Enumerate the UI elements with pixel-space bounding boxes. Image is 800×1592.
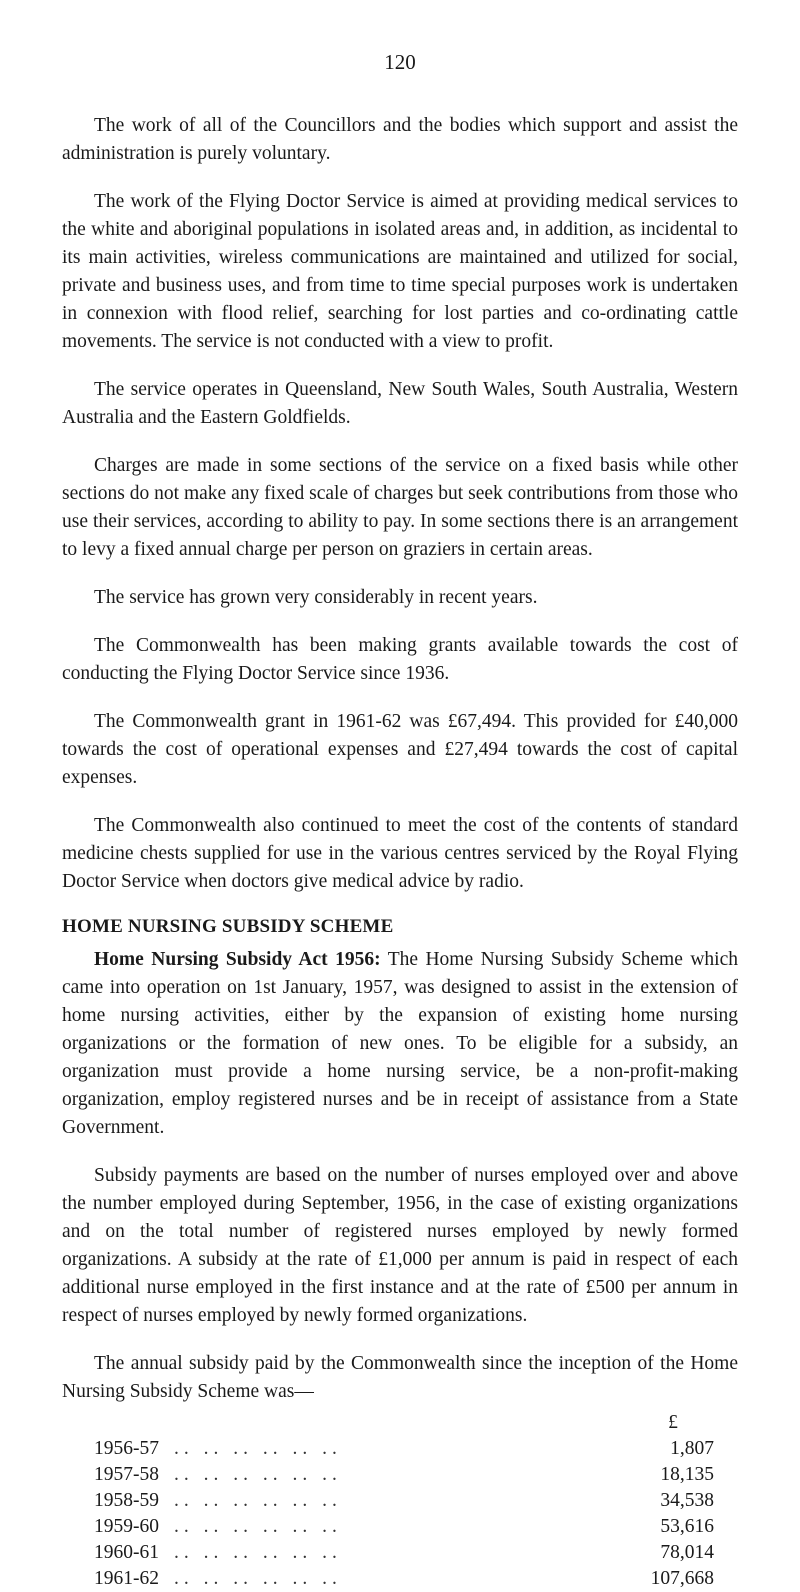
table-row bbox=[94, 1462, 714, 1488]
row-amount: 18,135 bbox=[660, 1464, 714, 1485]
dot-leader: .. .. .. .. .. .. bbox=[174, 1542, 342, 1563]
row-year: 1959-60 bbox=[94, 1516, 159, 1537]
currency-header: £ bbox=[668, 1412, 678, 1433]
row-amount: 53,616 bbox=[660, 1516, 714, 1537]
dot-leader: .. .. .. .. .. .. bbox=[174, 1516, 342, 1537]
section-heading: HOME NURSING SUBSIDY SCHEME bbox=[62, 916, 394, 937]
paragraph-operating-states: The service operates in Queensland, New South Wales, South Australia, Western Australia and the Eastern Goldfields. bbox=[62, 379, 738, 428]
row-amount: 34,538 bbox=[660, 1490, 714, 1511]
dot-leader: .. .. .. .. .. .. bbox=[174, 1490, 342, 1511]
row-year: 1957-58 bbox=[94, 1464, 159, 1485]
row-amount: 78,014 bbox=[660, 1542, 714, 1563]
paragraph-medicine-chests: The Commonwealth also continued to meet the cost of the contents of standard medicine chests supplied for use in the various centres serviced by the Royal Flying Doctor Service when doctors give medical advice by radio. bbox=[62, 815, 738, 892]
table-row bbox=[94, 1540, 714, 1566]
page-number: 120 bbox=[384, 50, 416, 74]
row-year: 1961-62 bbox=[94, 1568, 159, 1589]
paragraph-flying-doctor-aims: The work of the Flying Doctor Service is aimed at providing medical services to the white and aboriginal populations in isolated areas and, in addition, as incidental to its main activities, wireless communications are maintained and utilized for social, private and business uses, and from time to time special purposes work is undertaken in connexion with flood relief, searching for lost parties and co-ordinating cattle movements. The service is not conducted with a view to profit. bbox=[62, 191, 738, 352]
row-amount: 1,807 bbox=[670, 1438, 714, 1459]
act-description: The Home Nursing Subsidy Scheme which came into operation on 1st January, 1957, was designed to assist in the extension of home nursing activities, either by the expansion of existing home nursing organizations or the formation of new ones. To be eligible for a subsidy, an organization must provide a home nursing service, be a non-profit-making organization, employ registered nurses and be in receipt of assistance from a State Government. bbox=[62, 949, 738, 1138]
subsidy-table bbox=[94, 1410, 714, 1592]
document-body bbox=[62, 112, 738, 1592]
table-row bbox=[94, 1436, 714, 1462]
table-row bbox=[94, 1566, 714, 1592]
table-row bbox=[94, 1514, 714, 1540]
table-header bbox=[94, 1410, 714, 1436]
table-row bbox=[94, 1488, 714, 1514]
paragraph-subsidy-act bbox=[62, 946, 738, 1142]
paragraph-grants-since-1936: The Commonwealth has been making grants available towards the cost of conducting the Flying Doctor Service since 1936. bbox=[62, 635, 738, 684]
row-year: 1960-61 bbox=[94, 1542, 159, 1563]
paragraph-charges: Charges are made in some sections of the service on a fixed basis while other sections do not make any fixed scale of charges but seek contributions from those who use their services, according to ability to pay. In some sections there is an arrangement to levy a fixed annual charge per person on graziers in certain areas. bbox=[62, 455, 738, 560]
dot-leader: .. .. .. .. .. .. bbox=[174, 1438, 342, 1459]
paragraph-annual-subsidy-intro: The annual subsidy paid by the Commonwealth since the inception of the Home Nursing Subsidy Scheme was— bbox=[62, 1353, 738, 1402]
row-amount: 107,668 bbox=[650, 1568, 714, 1589]
paragraph-grant-1961-62: The Commonwealth grant in 1961-62 was £67,494. This provided for £40,000 towards the cost of operational expenses and £27,494 towards the cost of capital expenses. bbox=[62, 711, 738, 788]
paragraph-councillors: The work of all of the Councillors and the bodies which support and assist the administration is purely voluntary. bbox=[62, 115, 738, 164]
act-title: Home Nursing Subsidy Act 1956: bbox=[94, 949, 381, 970]
paragraph-growth: The service has grown very considerably in recent years. bbox=[94, 587, 538, 608]
dot-leader: .. .. .. .. .. .. bbox=[174, 1568, 342, 1589]
row-year: 1956-57 bbox=[94, 1438, 159, 1459]
row-year: 1958-59 bbox=[94, 1490, 159, 1511]
paragraph-subsidy-payments: Subsidy payments are based on the number of nurses employed over and above the number employed during September, 1956, in the case of existing organizations and on the total number of registered nurses employed by newly formed organizations. A subsidy at the rate of £1,000 per annum is paid in respect of each additional nurse employed in the first instance and at the rate of £500 per annum in respect of nurses employed by newly formed organizations. bbox=[62, 1165, 738, 1326]
dot-leader: .. .. .. .. .. .. bbox=[174, 1464, 342, 1485]
